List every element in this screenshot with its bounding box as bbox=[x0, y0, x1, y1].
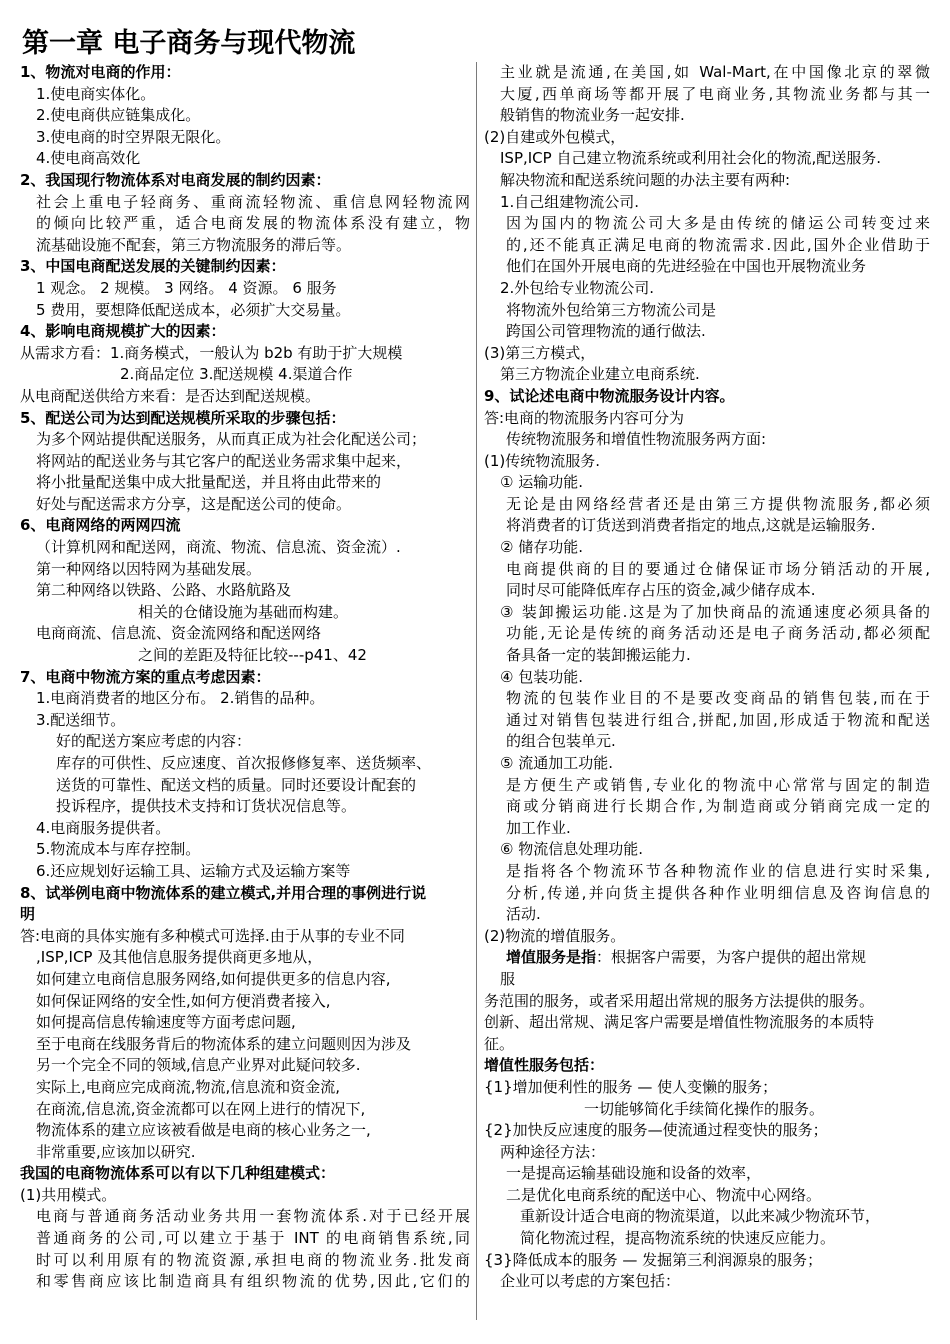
section-heading: 明 bbox=[20, 905, 36, 924]
text-line: 的,还不能真正满足电商的物流需求.因此,国外企业借助于 bbox=[506, 235, 930, 254]
section-heading: 6、电商网络的两网四流 bbox=[20, 516, 181, 535]
text-line: (2)自建或外包模式， bbox=[484, 127, 626, 146]
text-line: 2.外包给专业物流公司. bbox=[500, 278, 655, 297]
text-line: {3}降低成本的服务 — 发掘第三利润源泉的服务； bbox=[484, 1250, 823, 1269]
text-line: 相关的仓储设施为基础而构建。 bbox=[138, 602, 349, 621]
text-line: 好的配送方案应考虑的内容： bbox=[56, 732, 252, 751]
text-line: 6.还应规划好运输工具、运输方式及运输方案等 bbox=[36, 861, 351, 880]
text-line: 5 费用，要想降低配送成本，必须扩大交易量。 bbox=[36, 300, 351, 319]
text-line: 好处与配送需求方分享，这是配送公司的使命。 bbox=[36, 494, 352, 513]
text-line: 流基础设施不配套，第三方物流服务的滞后等。 bbox=[36, 235, 352, 254]
text-line: 实际上,电商应完成商流,物流,信息流和资金流, bbox=[36, 1077, 341, 1096]
text-line: 从电商配送供给方来看：是否达到配送规模。 bbox=[20, 386, 321, 405]
section-heading: 5、配送公司为达到配送规模所采取的步骤包括： bbox=[20, 408, 346, 427]
text-line: 如何保证网络的安全性,如何方便消费者接入, bbox=[36, 991, 331, 1010]
text-line: 一是提高运输基础设施和设备的效率， bbox=[506, 1164, 762, 1183]
text-line: 时可以利用原有的物流资源,承担电商的物流业务.批发商 bbox=[36, 1250, 470, 1269]
text-line: 一切能够简化手续简化操作的服务。 bbox=[584, 1099, 825, 1118]
text-line: 创新、超出常规、满足客户需要是增值性物流服务的本质特 bbox=[484, 1013, 875, 1032]
text-line: 1.使电商实体化。 bbox=[36, 84, 156, 103]
text-line: 社会上重电子轻商务、重商流轻物流、重信息网轻物流网 bbox=[36, 192, 470, 211]
text-line: 将物流外包给第三方物流公司是 bbox=[506, 300, 717, 319]
text-line: 重新设计适合电商的物流渠道，以此来减少物流环节， bbox=[520, 1207, 881, 1226]
text-line: 功能,无论是传统的商务活动还是电子商务活动,都必须配 bbox=[506, 624, 930, 643]
text-line: 3.使电商的时空界限无限化。 bbox=[36, 127, 231, 146]
text-line: 电商与普通商务活动业务共用一套物流体系.对于已经开展 bbox=[36, 1207, 470, 1226]
text-line: ③ 装卸搬运功能.这是为了加快商品的流通速度必须具备的 bbox=[500, 602, 930, 621]
text-line: 将网站的配送业务与其它客户的配送业务需求集中起来， bbox=[36, 451, 412, 470]
text-line: 解决物流和配送系统问题的办法主要有两种: bbox=[500, 170, 791, 189]
text-line: 非常重要,应该加以研究. bbox=[36, 1142, 196, 1161]
text-line: 备具备一定的装卸搬运能力. bbox=[506, 646, 691, 665]
text-line: 第一种网络以因特网为基础发展。 bbox=[36, 559, 262, 578]
text-line: 和零售商应该比制造商具有组织物流的优势,因此,它们的 bbox=[36, 1272, 470, 1291]
text-line: 简化物流过程，提高物流系统的快速反应能力。 bbox=[520, 1229, 836, 1248]
text-line: 从需求方看：1.商务模式，一般认为 b2b 有助于扩大规模 bbox=[20, 343, 403, 362]
text-line: 跨国公司管理物流的通行做法. bbox=[506, 322, 706, 341]
text-line: {2}加快反应速度的服务—使流通过程变快的服务； bbox=[484, 1121, 828, 1140]
text-line: 二是优化电商系统的配送中心、物流中心网络。 bbox=[506, 1185, 822, 1204]
text-line: ISP,ICP 自己建立物流系统或利用社会化的物流,配送服务. bbox=[500, 149, 882, 168]
text-line: 1.自己组建物流公司. bbox=[500, 192, 640, 211]
section-heading: 我国的电商物流体系可以有以下几种组建模式： bbox=[20, 1164, 336, 1183]
text-line: 第三方物流企业建立电商系统. bbox=[500, 365, 700, 384]
text-line: 1 观念。 2 规模。 3 网络。 4 资源。 6 服务 bbox=[36, 278, 337, 297]
text-line: 征。 bbox=[484, 1034, 515, 1053]
text-line: 5.物流成本与库存控制。 bbox=[36, 840, 201, 859]
text-line: 大厦,西单商场等都开展了电商业务,其物流业务都与其一 bbox=[500, 84, 930, 103]
section-heading: 4、影响电商规模扩大的因素： bbox=[20, 322, 226, 341]
left-column bbox=[20, 62, 470, 1293]
text-line: 将消费者的订货送到消费者指定的地点,这就是运输服务. bbox=[506, 516, 876, 535]
text-line: 4.电商服务提供者。 bbox=[36, 818, 171, 837]
text-line: (1)传统物流服务. bbox=[484, 451, 601, 470]
text-line: ④ 包装功能. bbox=[500, 667, 583, 686]
text-line: 两种途径方法： bbox=[500, 1142, 606, 1161]
section-heading: 3、中国电商配送发展的关键制约因素： bbox=[20, 257, 286, 276]
text-line: (1)共用模式。 bbox=[20, 1185, 117, 1204]
text-line: 务范围的服务，或者采用超出常规的服务方法提供的服务。 bbox=[484, 991, 875, 1010]
text-line: 至于电商在线服务背后的物流体系的建立问题则因为涉及 bbox=[36, 1034, 412, 1053]
text-line: 2.商品定位 3.配送规模 4.渠道合作 bbox=[120, 365, 353, 384]
text-line: 之间的差距及特征比较---p41、42 bbox=[138, 646, 367, 665]
text-line: 如何建立电商信息服务网络,如何提供更多的信息内容, bbox=[36, 969, 391, 988]
text-line: 分析,传递,并向货主提供各种作业明细信息及咨询信息的 bbox=[506, 883, 930, 902]
text-line: 为多个网站提供配送服务，从而真正成为社会化配送公司； bbox=[36, 430, 427, 449]
page-title: 第一章 电子商务与现代物流 bbox=[22, 28, 356, 59]
text-line: 另一个完全不同的领域,信息产业界对此疑问较多. bbox=[36, 1056, 361, 1075]
text-line: 的组合包装单元. bbox=[506, 732, 616, 751]
text-line: 4.使电商高效化 bbox=[36, 149, 141, 168]
text-line: ② 储存功能. bbox=[500, 538, 583, 557]
text-line: 投诉程序，提供技术支持和订货状况信息等。 bbox=[56, 797, 357, 816]
text-line: 传统物流服务和增值性物流服务两方面: bbox=[506, 430, 767, 449]
column-divider bbox=[476, 62, 477, 1320]
text-line: 1.电商消费者的地区分布。 2.销售的品种。 bbox=[36, 689, 325, 708]
text-line: 因为国内的物流公司大多是由传统的储运公司转变过来 bbox=[506, 214, 930, 233]
text-line: 般销售的物流业务一起安排. bbox=[500, 106, 685, 125]
text-line: 在商流,信息流,资金流都可以在网上进行的情况下, bbox=[36, 1099, 366, 1118]
text-line: 加工作业. bbox=[506, 818, 571, 837]
text-line: {1}增加便利性的服务 — 使人变懒的服务； bbox=[484, 1077, 778, 1096]
text-line: ① 运输功能. bbox=[500, 473, 583, 492]
text-line: 库存的可供性、反应速度、首次报修修复率、送货频率、 bbox=[56, 754, 432, 772]
text-line: 物流体系的建立应该被看做是电商的核心业务之一, bbox=[36, 1121, 371, 1140]
text-line: (2)物流的增值服务。 bbox=[484, 926, 626, 945]
section-heading: 9、试论述电商中物流服务设计内容。 bbox=[484, 386, 735, 405]
text-line: 将小批量配送集中成大批量配送，并且将由此带来的 bbox=[36, 473, 382, 492]
text-line: 2.使电商供应链集成化。 bbox=[36, 106, 201, 125]
section-heading: 2、我国现行物流体系对电商发展的制约因素： bbox=[20, 170, 331, 189]
text-line: 电商商流、信息流、资金流网络和配送网络 bbox=[36, 624, 322, 643]
text-line: 他们在国外开展电商的先进经验在中国也开展物流业务 bbox=[506, 257, 867, 276]
text-line: 无论是由网络经营者还是由第三方提供物流服务,都必须 bbox=[506, 494, 930, 513]
text-line: 送货的可靠性、配送文档的质量。同时还要设计配套的 bbox=[56, 775, 417, 794]
text-line: 普通商务的公司,可以建立于基于 INT 的电商销售系统,同 bbox=[36, 1229, 470, 1248]
text-line: 服 bbox=[500, 969, 516, 988]
section-heading: 增值性服务包括： bbox=[484, 1056, 605, 1075]
text-line: 第二种网络以铁路、公路、水路航路及 bbox=[36, 581, 292, 600]
text-line: ⑤ 流通加工功能. bbox=[500, 754, 613, 772]
text-line: 如何提高信息传输速度等方面考虑问题, bbox=[36, 1013, 296, 1032]
text-line: 3.配送细节。 bbox=[36, 710, 126, 729]
text-line: ,ISP,ICP 及其他信息服务提供商更多地从， bbox=[36, 948, 323, 967]
text-line: 是指将各个物流环节各种物流作业的信息进行实时采集, bbox=[506, 861, 930, 880]
text-line: 通过对销售包装进行组合,拼配,加固,形成适于物流和配送 bbox=[506, 710, 930, 729]
right-column bbox=[484, 62, 930, 1293]
text-line: (3)第三方模式， bbox=[484, 343, 596, 362]
text-line: ⑥ 物流信息处理功能. bbox=[500, 840, 643, 859]
section-heading: 8、试举例电商中物流体系的建立模式,并用合理的事例进行说 bbox=[20, 883, 427, 902]
text-line: 电商提供商的目的要通过仓储保证市场分销活动的开展, bbox=[506, 559, 930, 578]
text-line: 物流的包装作业目的不是要改变商品的销售包装,而在于 bbox=[506, 689, 930, 708]
text-line: 主业就是流通,在美国,如 Wal-Mart,在中国像北京的翠微 bbox=[500, 63, 930, 81]
section-heading: 1、物流对电商的作用： bbox=[20, 63, 181, 81]
text-line: 活动. bbox=[506, 905, 541, 924]
text-line: 是方便生产或销售,专业化的物流中心常常与固定的制造 bbox=[506, 775, 930, 794]
text-line: 的倾向比较严重，适合电商发展的物流体系没有建立，物 bbox=[36, 214, 470, 233]
section-heading: 7、电商中物流方案的重点考虑因素： bbox=[20, 667, 271, 686]
text-line: 增值服务是指：根据客户需要，为客户提供的超出常规 bbox=[506, 948, 867, 967]
text-line: 企业可以考虑的方案包括： bbox=[500, 1272, 681, 1291]
text-line: 答:电商的具体实施有多种模式可选择.由于从事的专业不同 bbox=[20, 926, 405, 945]
text-line: 同时尽可能降低库存占压的资金,减少储存成本. bbox=[506, 581, 816, 600]
text-line: 商或分销商进行长期合作,为制造商或分销商完成一定的 bbox=[506, 797, 930, 816]
text-line: （计算机网和配送网，商流、物流、信息流、资金流）. bbox=[36, 538, 401, 557]
text-line: 答:电商的物流服务内容可分为 bbox=[484, 408, 685, 427]
